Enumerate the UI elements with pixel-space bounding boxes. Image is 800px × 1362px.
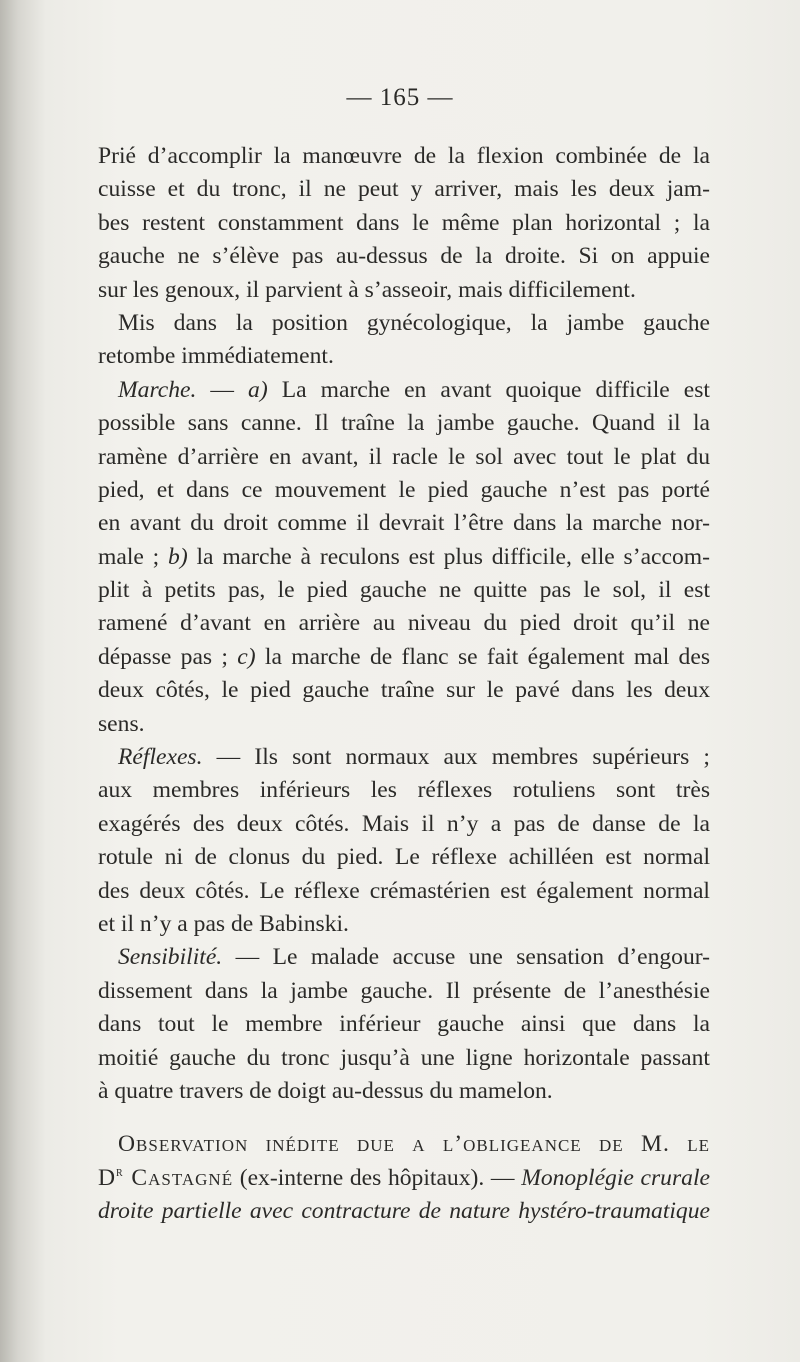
text-line: [98, 808, 710, 841]
text-line: [98, 240, 710, 273]
text-run: retombe immédiatement.: [98, 343, 334, 370]
observation-credit-line: [98, 1162, 710, 1195]
text-line: [98, 674, 710, 707]
text-line: [98, 340, 710, 373]
text-line: [98, 708, 710, 741]
paragraph: [98, 140, 710, 374]
italic-run: b): [168, 543, 188, 570]
text-line: [98, 574, 710, 607]
text-run: sur les genoux, il parvient à s’asseoir, mais difficilement.: [98, 276, 636, 303]
text-line: [98, 908, 710, 941]
text-run: aux membres inférieurs les réflexes rotuliens sont très: [98, 777, 710, 804]
observation-heading-block: [98, 1128, 710, 1228]
text-run: male ;: [98, 543, 169, 570]
text-run: sens.: [98, 710, 145, 737]
text-line: [98, 474, 710, 507]
text-run: dissement dans la jambe gauche. Il présente de l’anesthésie: [98, 977, 710, 1004]
text-run: ramène d’arrière en avant, il racle le sol avec tout le plat du: [98, 443, 710, 470]
text-line: [98, 374, 710, 407]
text-run: deux côtés, le pied gauche traîne sur le pavé dans les deux: [98, 677, 710, 704]
text-line: [98, 1008, 710, 1041]
text-run: La marche en avant quoique difficile est: [267, 376, 710, 403]
text-line: [98, 507, 710, 540]
text-run: Mis dans la position gynécologique, la jambe gauche: [118, 309, 710, 336]
text-line: [98, 1075, 710, 1108]
observation-title-part2: droite partielle avec contracture de nature hystéro-traumatique: [98, 1198, 710, 1225]
body-text: [98, 140, 710, 1229]
observation-title-part1: Monoplégie crurale: [521, 1164, 710, 1191]
paragraph: [98, 741, 710, 941]
text-line: [98, 274, 710, 307]
text-run: possible sans canne. Il traîne la jambe gauche. Quand il la: [98, 410, 710, 437]
text-line: [98, 741, 710, 774]
doctor-abbrev-sup: r: [116, 1164, 124, 1180]
italic-run: Réflexes.: [118, 744, 203, 771]
text-line: [98, 975, 710, 1008]
text-run: dans tout le membre inférieur gauche ainsi que dans la: [98, 1011, 710, 1038]
text-line: [98, 607, 710, 640]
text-line: [98, 841, 710, 874]
text-run: moitié gauche du tronc jusqu’à une ligne horizontale passant: [98, 1044, 710, 1071]
text-run: ramené d’avant en arrière au niveau du pied droit qu’il ne: [98, 610, 710, 637]
italic-run: Marche.: [118, 376, 197, 403]
text-run: en avant du droit comme il devrait l’être dans la marche nor-: [98, 510, 710, 537]
text-line: [98, 641, 710, 674]
text-run: —: [196, 376, 249, 403]
text-line: [98, 774, 710, 807]
text-run: — Le malade accuse une sensation d’engour-: [222, 944, 710, 971]
text-run: exagérés des deux côtés. Mais il n’y a pas de danse de la: [98, 810, 710, 837]
text-run: rotule ni de clonus du pied. Le réflexe achilléen est normal: [98, 844, 710, 871]
text-line: [98, 173, 710, 206]
text-run: et il n’y a pas de Babinski.: [98, 910, 349, 937]
paragraph: [98, 941, 710, 1108]
text-run: — Ils sont normaux aux membres supérieurs ;: [202, 744, 710, 771]
paragraph: [98, 374, 710, 741]
text-line: [98, 140, 710, 173]
italic-run: a): [248, 376, 268, 403]
text-run: Prié d’accomplir la manœuvre de la flexion combinée de la: [98, 143, 710, 169]
text-run: pied, et dans ce mouvement le pied gauche n’est pas porté: [98, 476, 710, 503]
italic-run: Sensibilité.: [118, 944, 223, 971]
observation-heading-line: [98, 1128, 710, 1161]
text-run: gauche ne s’élève pas au-dessus de la droite. Si on appuie: [98, 243, 710, 270]
text-line: [98, 441, 710, 474]
text-run: dépasse pas ;: [98, 643, 238, 670]
text-run: la marche de flanc se fait également mal des: [255, 643, 710, 670]
text-run: bes restent constamment dans le même plan horizontal ; la: [98, 209, 710, 236]
doctor-abbrev: $D^r$: [98, 1164, 124, 1191]
text-line: [98, 307, 710, 340]
credit-detail: (ex-interne des hôpitaux). —: [233, 1164, 522, 1191]
observation-title-line: [98, 1195, 710, 1228]
text-run: des deux côtés. Le réflexe crémastérien est également normal: [98, 877, 710, 904]
text-line: [98, 875, 710, 908]
text-run: cuisse et du tronc, il ne peut y arriver, mais les deux jam-: [98, 176, 710, 203]
text-line: [98, 407, 710, 440]
observation-heading: Observation inédite due a l’obligeance de M. le: [118, 1131, 710, 1158]
italic-run: c): [237, 643, 256, 670]
text-line: [98, 941, 710, 974]
text-run: plit à petits pas, le pied gauche ne quitte pas le sol, il est: [98, 577, 710, 604]
text-line: [98, 207, 710, 240]
text-run: la marche à reculons est plus difficile, elle s’accom-: [187, 543, 711, 570]
text-run: à quatre travers de doigt au-dessus du mamelon.: [98, 1077, 553, 1104]
text-line: [98, 541, 710, 574]
text-line: [98, 1042, 710, 1075]
page-number: — 165 —: [346, 84, 454, 111]
doctor-name: Castagné: [123, 1164, 234, 1191]
